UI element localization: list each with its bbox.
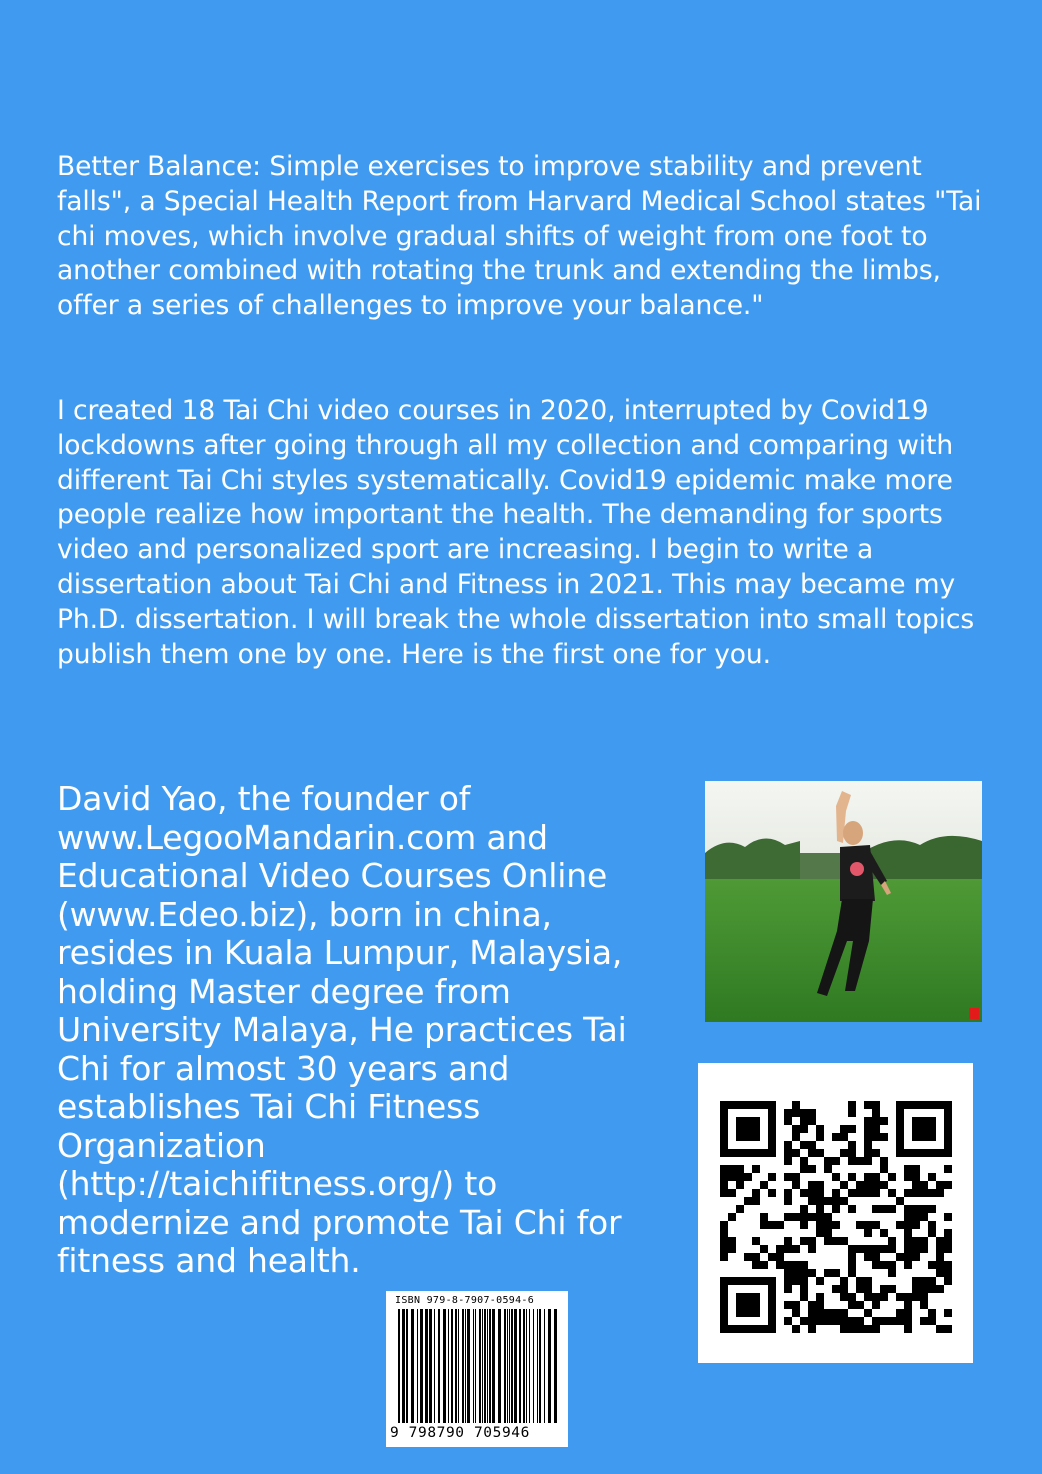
barcode-bars [386,1291,568,1447]
courses-paragraph: I created 18 Tai Chi video courses in 2020, interrupted by Covid19 lockdowns after going through all my collection and comparing with different Tai Chi styles systematically. Covid19 epidemic make more people realize how important the health. The demanding for sports video and personalized sport are increasing. I begin to write a dissertation about Tai Chi and Fitness in 2021. This may became my Ph.D. dissertation. I will break the whole dissertation into small topics publish them one by one. Here is the first one for you. [57,395,975,670]
qr-code[interactable] [698,1063,973,1363]
author-photo [705,781,982,1022]
qr-code-graphic [698,1063,973,1363]
isbn-label: ISBN 979-8-7907-0594-6 [395,1295,535,1306]
author-bio: David Yao, the founder of www.LegooMandarin.com and Educational Video Courses Online (www.Edeo.biz), born in china, resides in Kuala Lumpur, Malaysia, holding Master degree from University Malaya, He practices Tai Chi for almost 30 years and establishes Tai Chi Fitness Organization (http://taichifitness.org/) to modernize and promote Tai Chi for fitness and health. [57,779,627,1280]
barcode-digits: 9 798790 705946 [390,1425,530,1441]
isbn-barcode [386,1291,568,1447]
intro-paragraph: Better Balance: Simple exercises to improve stability and prevent falls", a Special Health Report from Harvard Medical School states "Tai chi moves, which involve gradual shifts of weight from one foot to another combined with rotating the trunk and extending the limbs, offer a series of challenges to improve your balance." [57,151,982,322]
